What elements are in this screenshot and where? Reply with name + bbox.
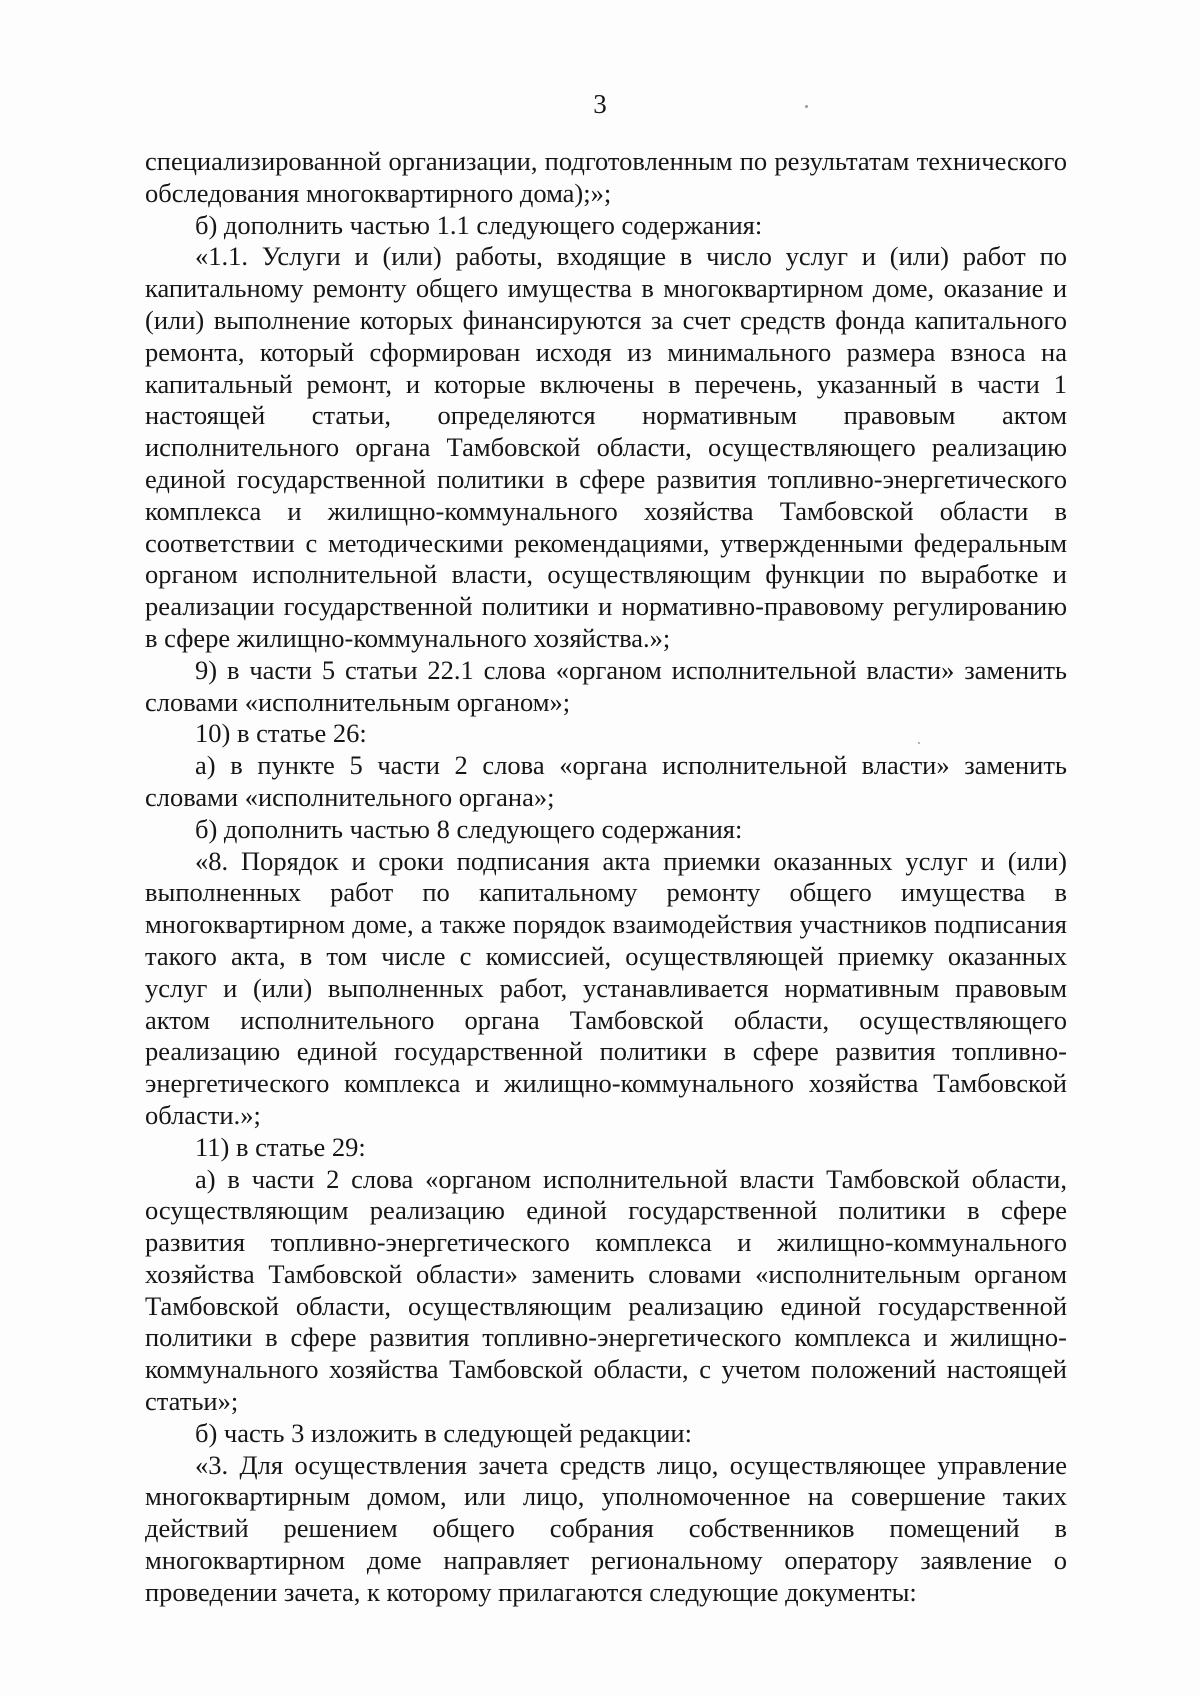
scan-speck [918, 742, 920, 744]
paragraph-part-8-text: «8. Порядок и сроки подписания акта приемки оказанных услуг и (или) выполненных работ по капитальному ремонту общего имущества в многоквартирном доме, а также порядок взаимодействия участников подписания такого акта, в том числе с комиссией, осуществляющей приемку оказанных услуг и (или) выполненных работ, устанавливается нормативным правовым актом исполнительного органа Тамбовской области, осуществляющего реализацию единой государственной политики в сфере развития топливно-энергетического комплекса и жилищно-коммунального хозяйства Тамбовской области.»; [145, 845, 1067, 1130]
paragraph-item-10: 10) в статье 26: [195, 718, 367, 749]
paragraph-part-3-text: «3. Для осуществления зачета средств лицо, осуществляющее управление многоквартирным домом, или лицо, уполномоченное на совершение таких действий решением общего собрания собственников помещений в многоквартирном доме направляет региональному оператору заявление о проведении зачета, к которому прилагаются следующие документы: [145, 1449, 1067, 1607]
page-number: 3 [593, 89, 607, 119]
paragraph-item-10-a: а) в пункте 5 части 2 слова «органа исполнительной власти» заменить словами «исполнительного органа»; [145, 750, 1067, 812]
paragraph-item-11-b: б) часть 3 изложить в следующей редакции: [195, 1417, 692, 1448]
paragraph-item-11: 11) в статье 29: [195, 1131, 366, 1162]
paragraph-amendment-b-part-1-1: б) дополнить частью 1.1 следующего содержания: [195, 209, 763, 240]
paragraph-item-10-b: б) дополнить частью 8 следующего содержания: [195, 813, 743, 844]
scan-speck [805, 105, 808, 108]
paragraph-item-9: 9) в части 5 статьи 22.1 слова «органом исполнительной власти» заменить словами «исполнительным органом»; [145, 654, 1067, 717]
document-body [145, 146, 1067, 1609]
paragraph-continuation: специализированной организации, подготовленным по результатам технического обследования многоквартирного дома);»; [145, 146, 1067, 208]
paragraph-part-1-1-text: «1.1. Услуги и (или) работы, входящие в число услуг и (или) работ по капитальному ремонту общего имущества в многоквартирном доме, оказание и (или) выполнение которых финансируются за счет средств фонда капитального ремонта, который сформирован исходя из минимального размера взноса на капитальный ремонт, и которые включены в перечень, указанный в части 1 настоящей статьи, определяются нормативным правовым актом исполнительного органа Тамбовской области, осуществляющего реализацию единой государственной политики в сфере развития топливно-энергетического комплекса и жилищно-коммунального хозяйства Тамбовской области в соответствии с методическими рекомендациями, утвержденными федеральным органом исполнительной власти, осуществляющим функции по выработке и реализации государственной политики и нормативно-правовому регулированию в сфере жилищно-коммунального хозяйства.»; [145, 241, 1067, 653]
paragraph-item-11-a: а) в части 2 слова «органом исполнительной власти Тамбовской области, осуществляющим реализацию единой государственной политики в сфере развития топливно-энергетического комплекса и жилищно-коммунального хозяйства Тамбовской области» заменить словами «исполнительным органом Тамбовской области, осуществляющим реализацию единой государственной политики в сфере развития топливно-энергетического комплекса и жилищно-коммунального хозяйства Тамбовской области, с учетом положений настоящей статьи»; [145, 1163, 1067, 1417]
